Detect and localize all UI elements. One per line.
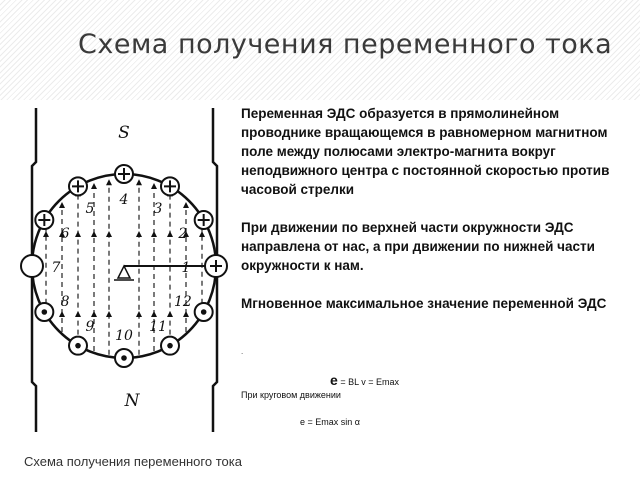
formula-rest: = BL v = Emax bbox=[340, 377, 400, 387]
conductor-number-2: 2 bbox=[178, 226, 188, 242]
formula-sin: e = Emax sin α bbox=[300, 417, 360, 427]
conductor-dot-icon bbox=[75, 343, 81, 349]
paragraph-2: При движении по верхней части окружности ЭДС направлена от нас, а при движении по нижней части окружности к нам. bbox=[241, 220, 595, 273]
conductor-dot-icon bbox=[42, 309, 48, 315]
field-arrow bbox=[199, 231, 205, 237]
field-arrow bbox=[106, 311, 112, 317]
conductor-dot-icon bbox=[121, 355, 127, 361]
field-arrow bbox=[151, 311, 157, 317]
conductor-dot-icon bbox=[201, 309, 207, 315]
field-arrow bbox=[106, 179, 112, 185]
conductor-number-3: 3 bbox=[153, 201, 163, 218]
field-arrow bbox=[151, 231, 157, 237]
conductor-dot-icon bbox=[167, 343, 173, 349]
pole-label-n: N bbox=[124, 391, 140, 411]
conductor-number-11: 11 bbox=[149, 318, 167, 335]
field-arrow bbox=[59, 202, 65, 208]
field-arrow bbox=[167, 231, 173, 237]
diagram-caption: Схема получения переменного тока bbox=[24, 454, 242, 469]
field-arrow bbox=[75, 311, 81, 317]
field-arrow bbox=[183, 202, 189, 208]
formula-note: При круговом движении bbox=[241, 390, 341, 400]
ac-generation-diagram bbox=[8, 100, 240, 440]
conductor-number-10: 10 bbox=[115, 328, 133, 344]
field-arrow bbox=[151, 183, 157, 189]
field-arrow bbox=[183, 311, 189, 317]
field-arrow bbox=[167, 311, 173, 317]
center-pivot bbox=[118, 266, 130, 278]
field-arrow bbox=[136, 231, 142, 237]
slide-title: Схема получения переменного тока bbox=[78, 29, 613, 60]
paragraph-3: Мгновенное максимальное значение переменной ЭДС bbox=[241, 296, 607, 311]
field-arrow bbox=[59, 311, 65, 317]
conductor-number-6: 6 bbox=[60, 226, 70, 242]
field-arrow bbox=[91, 231, 97, 237]
conductor-7 bbox=[21, 255, 43, 277]
conductor-number-8: 8 bbox=[60, 294, 70, 310]
dot-mark: . bbox=[241, 347, 244, 356]
field-arrow bbox=[91, 183, 97, 189]
conductor-number-4: 4 bbox=[119, 192, 129, 208]
conductor-number-12: 12 bbox=[173, 294, 192, 310]
field-arrow bbox=[91, 311, 97, 317]
field-arrow bbox=[136, 179, 142, 185]
formula-emf bbox=[330, 372, 399, 388]
formula-e-symbol: e bbox=[330, 372, 338, 388]
pole-label-s: S bbox=[118, 123, 130, 143]
conductor-number-9: 9 bbox=[85, 318, 95, 335]
field-arrow bbox=[75, 231, 81, 237]
field-arrow bbox=[43, 231, 49, 237]
explanation-text bbox=[241, 104, 631, 313]
field-arrow bbox=[136, 311, 142, 317]
conductor-number-5: 5 bbox=[85, 201, 95, 218]
paragraph-1: Переменная ЭДС образуется в прямолинейном проводнике вращающемся в равномерном магнитном поле между полюсами электро-магнита вокруг неподвижного центра с постоянной скоростью против часовой стрелки bbox=[241, 106, 610, 197]
field-arrow bbox=[106, 231, 112, 237]
conductor-number-7: 7 bbox=[51, 260, 61, 276]
conductor-number-1: 1 bbox=[181, 260, 191, 276]
